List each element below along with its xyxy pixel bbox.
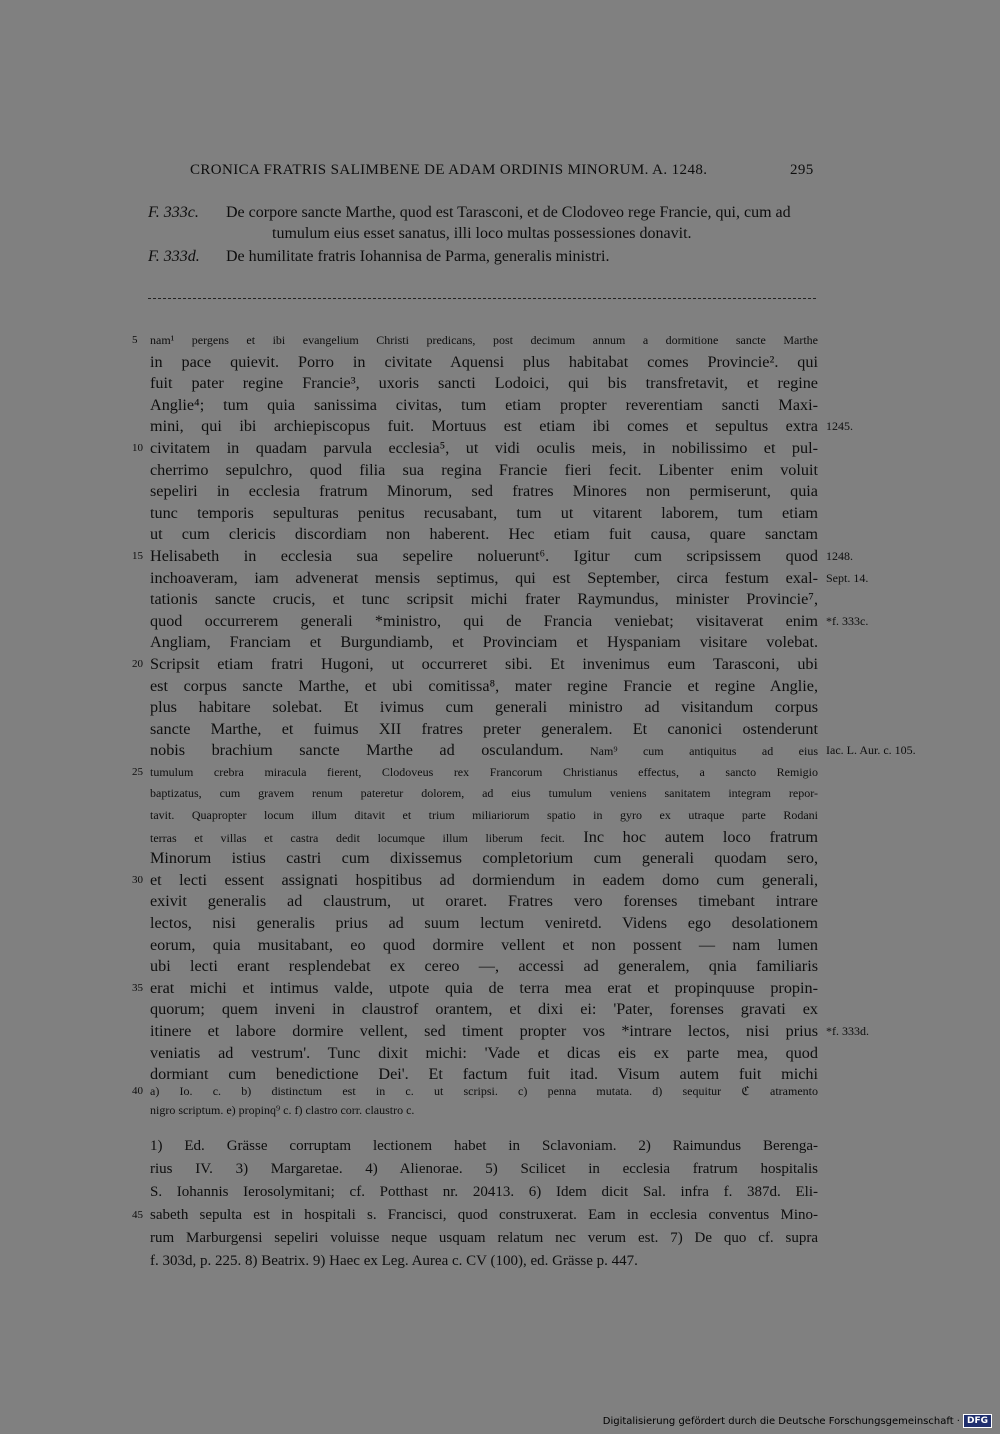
text-line [132,438,818,460]
text-line [150,783,818,805]
apparatus-line [150,1101,818,1120]
text-line [150,352,818,374]
line-text: tavit. Quapropter locum illum ditavit et trium miliariorum spatio in gyro ex utraque parte Rodani [150,808,818,823]
margin-note: Sept. 14. [826,570,869,585]
text-line [132,1204,818,1227]
toc-text: De humilitate fratris Iohannisa de Parma, generalis ministri. [226,248,610,265]
line-text: nobis brachium sancte Marthe ad osculandum. [150,741,564,760]
margin-note: *f. 333d. [826,1024,869,1038]
line-text: quorum; quem inveni in claustrof orantem, et dixi ei: 'Pater, forenses gravati ex [150,1000,818,1019]
text-line [150,935,818,957]
line-text: itinere et labore dormire vellent, sed timent propter vos *intrare lectos, nisi prius [150,1022,818,1040]
text-line [150,460,818,482]
line-number: 40 [132,1085,143,1097]
chapter-summaries [148,202,820,269]
line-text-tail: Inc hoc autem loco fratrum [583,827,818,846]
text-line [150,891,818,913]
line-text: sancte Marthe, et fuimus XII fratres preter generalem. Et canonici ostenderunt [150,719,818,738]
critical-apparatus [132,1082,818,1120]
apparatus-line [132,1082,818,1101]
line-text: inchoaveram, iam advenerat mensis septimus, qui est September, circa festum exal- [150,568,818,587]
text-line [132,330,818,352]
line-text: sepeliri in ecclesia fratrum Minorum, sed fratres Minores non permiserunt, quia [150,482,818,501]
text-line [150,1227,818,1250]
line-number: 45 [132,1209,143,1221]
line-text: S. Iohannis Ierosolymitani; cf. Potthast nr. 20413. 6) Idem dicit Sal. infra f. 387d. Eli- [150,1184,818,1200]
line-text: fuit pater regine Francie³, uxoris sancti Lodoici, qui bis transfretavit, et regine [150,374,818,393]
text-line [150,913,818,935]
text-line [132,762,818,784]
line-text: Angliam, Franciam et Burgundiamb, et Provinciam et Hyspaniam visitare volebat. [150,633,818,652]
line-text: quod occurrerem generali *ministro, qui de Francia veniebat; visitaverat enim [150,611,818,630]
text-line [150,503,818,525]
line-text: tationis sancte crucis, et tunc scripsit michi frater Raymundus, minister Provincie⁷, [150,590,818,609]
toc-entry [148,202,820,244]
line-text: et lecti essent assignati hospitibus ad dormiendum in eadem domo cum generali, [150,870,818,889]
text-line [150,697,818,719]
text-line [150,719,818,741]
text-line [150,373,818,395]
toc-text: De corpore sancte Marthe, quod est Tarasconi, et de Clodoveo rege Francie, qui, cum ad tumulum eius esset sanatus, illi loco multas possessiones donavit. [226,204,791,242]
line-text: tunc temporis sepulturas penitus recusabant, tum ut vitarent laborem, tum etiam [150,503,818,522]
line-text: in pace quievit. Porro in civitate Aquensi plus habitabat comes Provincie². qui [150,352,818,371]
line-text: veniatis ad vestrum'. Tunc dixit michi: 'Vade et dicas eis ex parte mea, quod [150,1043,818,1062]
line-text: lectos, nisi generalis prius ad suum lectum veniretd. Videns ego desolationem [150,914,818,933]
text-line [150,395,818,417]
text-line [150,568,869,590]
line-text-tail: Nam⁹ cum antiquitus ad eius [590,744,818,759]
text-line [150,1021,869,1043]
line-text: terras et villas et castra dedit locumque illum liberum fecit. [150,830,565,845]
text-line [150,1250,818,1273]
text-line [150,805,818,827]
line-text: sabeth sepulta est in hospitali s. Francisci, quod construxerat. Eam in ecclesia conventus Mino- [150,1207,818,1223]
line-text: eorum, quia musitabant, eo quod dormire vellent et non possent — nam lumen [150,935,818,954]
text-line [150,589,818,611]
line-text: nam¹ pergens et ibi evangelium Christi predicans, post decimum annum a dormitione sancte Marthe [150,333,818,347]
text-line [150,1043,818,1065]
line-text: Scripsit etiam fratri Hugoni, ut occurreret sibi. Et invenimus eum Tarasconi, ubi [150,654,818,673]
margin-note: 1248. [826,548,853,563]
line-number: 30 [132,873,143,886]
main-text [132,330,916,1086]
margin-note: Iac. L. Aur. c. 105. [826,743,916,758]
line-number: 25 [132,765,143,778]
page-number: 295 [790,162,814,178]
line-number: 35 [132,981,143,994]
text-line [150,999,818,1021]
line-number: 10 [132,441,143,454]
header-title: CRONICA FRATRIS SALIMBENE DE ADAM ORDINIS MINORUM. A. 1248. [190,162,708,178]
text-line [150,827,818,849]
line-text: ut cum clericis discordiam non haberent. Hec etiam fuit causa, quare sanctam [150,525,818,544]
text-line [150,848,818,870]
text-line [132,978,818,1000]
line-text: rius IV. 3) Margaretae. 4) Alienorae. 5) Scilicet in ecclesia fratrum hospitalis [150,1161,818,1177]
line-number: 20 [132,657,143,670]
running-header [190,162,814,179]
margin-note: *f. 333c. [826,613,869,628]
text-line [150,1135,818,1158]
text-line [150,740,916,762]
line-text: erat michi et intimus valde, utpote quia de terra mea erat et propinquuse propin- [150,978,818,997]
line-text: rum Marburgensi sepeliri voluisse neque usquam relatum nec verum est. 7) De quo cf. supra [150,1230,818,1246]
dfg-logo: DFG [963,1414,992,1428]
line-text: tumulum crebra miracula fierent, Clodoveus rex Francorum Christianus effectus, a sancto Remigio [150,764,818,779]
footnotes [132,1135,818,1273]
line-text: baptizatus, cum gravem renum pateretur dolorem, ad eius tumulum veniens sanitatem integram repor- [150,786,818,801]
line-text: Helisabeth in ecclesia sua sepelire noluerunt⁶. Igitur cum scripsissem quod [150,546,818,565]
margin-note: 1245. [826,419,853,434]
text-line [150,1158,818,1181]
folio-ref: F. 333d. [148,248,200,265]
line-number: 5 [132,334,138,346]
line-text: exivit generalis ad claustrum, ut oraret. Fratres vero forenses timebant intrare [150,892,818,911]
line-text: Minorum istius castri cum dixissemus completorium cum generali quodam sero, [150,849,818,868]
text-line [150,611,869,633]
line-text: dormiant cum benedictione Dei'. Et factum fuit itad. Visum autem fuit michi [150,1065,818,1084]
text-line [150,1181,818,1204]
funding-notice [603,1414,992,1428]
text-line [150,416,853,438]
line-text: plus habitare solebat. Et ivimus cum generali ministro ad visitandum corpus [150,698,818,717]
line-text: est corpus sancte Marthe, et ubi comitissa⁸, mater regine Francie et regine Anglie, [150,676,818,695]
line-number: 15 [132,549,143,562]
toc-entry [148,246,820,267]
text-line [150,956,818,978]
apparatus-text: a) Io. c. b) distinctum est in c. ut scripsi. c) penna mutata. d) sequitur ℭ atramento [150,1084,818,1098]
line-text: cherrimo sepulchro, quod filia sua regina Francie fieri fecit. Libenter enim voluit [150,460,818,479]
text-line [150,632,818,654]
folio-ref: F. 333c. [148,204,199,221]
line-text: ubi lecti erant resplendebat ex cereo —, accessi ad generalem, qnia familiaris [150,957,818,976]
text-line [132,654,818,676]
line-text: civitatem in quadam parvula ecclesia⁵, ut vidi oculis meis, in nobilissimo et pul- [150,438,818,457]
line-text: mini, qui ibi archiepiscopus fuit. Mortuus est etiam ibi comes et sepultus extra [150,417,818,436]
text-line [132,546,853,568]
text-line [150,481,818,503]
line-text: f. 303d, p. 225. 8) Beatrix. 9) Haec ex Leg. Aurea c. CV (100), ed. Grässe p. 447. [150,1253,638,1269]
text-line [132,870,818,892]
apparatus-text: nigro scriptum. e) propinq⁹ c. f) clastro corr. claustro c. [150,1103,415,1117]
text-line [150,676,818,698]
line-text: Anglie⁴; tum quia sanissima civitas, tum etiam propter reverentiam sancti Maxi- [150,395,818,414]
separator-rule [148,298,816,299]
text-line [150,524,818,546]
line-text: 1) Ed. Grässe corruptam lectionem habet in Sclavoniam. 2) Raimundus Berenga- [150,1138,818,1154]
funding-text: Digitalisierung gefördert durch die Deutsche Forschungsgemeinschaft · [602,1415,960,1427]
